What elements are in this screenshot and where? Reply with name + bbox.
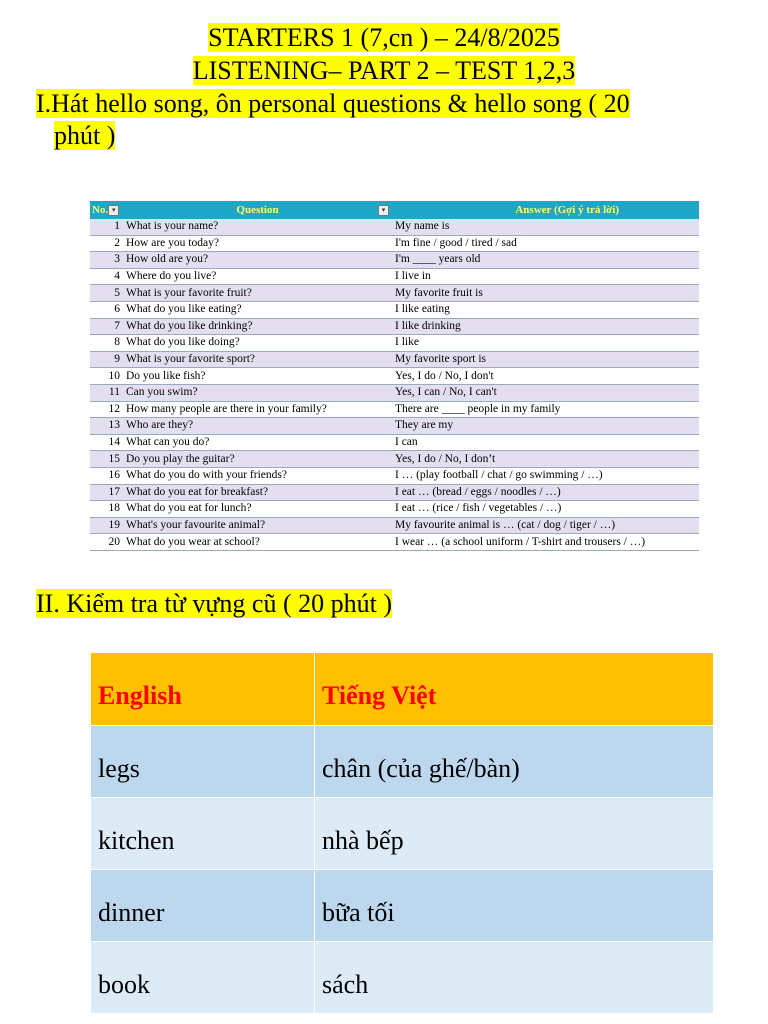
question-row: [90, 252, 699, 269]
question-text: What is your name?: [123, 219, 392, 235]
question-text: How are you today?: [123, 235, 392, 252]
section-2-heading-text: II. Kiểm tra từ vựng cũ ( 20 phút ): [36, 589, 392, 618]
question-text: Where do you live?: [123, 268, 392, 285]
question-text: Do you like fish?: [123, 368, 392, 385]
question-text: What do you like eating?: [123, 301, 392, 318]
question-number: 3: [90, 252, 123, 269]
question-row: [90, 517, 699, 534]
english-word: legs: [91, 726, 315, 798]
question-text: What do you eat for lunch?: [123, 501, 392, 518]
question-number: 4: [90, 268, 123, 285]
filter-dropdown-icon[interactable]: ▾: [108, 205, 119, 216]
header-no[interactable]: No. ▾: [90, 201, 123, 219]
header-answer[interactable]: Answer (Gợi ý trả lời): [392, 201, 699, 219]
english-word: dinner: [91, 870, 315, 942]
answer-hint: I like: [392, 335, 699, 352]
vietnamese-meaning: nhà bếp: [315, 798, 714, 870]
question-row: [90, 484, 699, 501]
question-row: [90, 335, 699, 352]
question-text: What is your favorite sport?: [123, 351, 392, 368]
question-text: What can you do?: [123, 434, 392, 451]
filter-dropdown-icon[interactable]: ▾: [378, 205, 389, 216]
question-row: [90, 418, 699, 435]
question-text: How old are you?: [123, 252, 392, 269]
question-number: 9: [90, 351, 123, 368]
vocab-table-header: [91, 653, 714, 726]
answer-hint: Yes, I do / No, I don't: [392, 368, 699, 385]
answer-hint: My name is: [392, 219, 699, 235]
answer-hint: I like drinking: [392, 318, 699, 335]
question-row: [90, 501, 699, 518]
document-title: [0, 22, 768, 54]
question-number: 12: [90, 401, 123, 418]
question-text: Who are they?: [123, 418, 392, 435]
question-row: [90, 268, 699, 285]
question-number: 19: [90, 517, 123, 534]
answer-hint: I'm ____ years old: [392, 252, 699, 269]
vocabulary-table: [90, 652, 714, 1014]
question-row: [90, 318, 699, 335]
question-number: 6: [90, 301, 123, 318]
answer-hint: I eat … (bread / eggs / noodles / …): [392, 484, 699, 501]
answer-hint: I can: [392, 434, 699, 451]
question-number: 5: [90, 285, 123, 302]
section-1-heading-line-1: I.Hát hello song, ôn personal questions & hello song ( 20: [36, 89, 630, 118]
answer-hint: My favorite fruit is: [392, 285, 699, 302]
english-word: kitchen: [91, 798, 315, 870]
answer-hint: There are ____ people in my family: [392, 401, 699, 418]
question-number: 16: [90, 467, 123, 484]
question-number: 14: [90, 434, 123, 451]
question-text: What's your favourite animal?: [123, 517, 392, 534]
answer-hint: I wear … (a school uniform / T-shirt and trousers / …): [392, 534, 699, 551]
vocab-row: [91, 798, 714, 870]
question-row: [90, 301, 699, 318]
vietnamese-meaning: bữa tối: [315, 870, 714, 942]
vocab-row: [91, 870, 714, 942]
question-text: Can you swim?: [123, 384, 392, 401]
question-row: [90, 368, 699, 385]
question-row: [90, 534, 699, 551]
question-number: 2: [90, 235, 123, 252]
vocab-row: [91, 726, 714, 798]
personal-questions-table: [90, 201, 699, 551]
question-text: What do you wear at school?: [123, 534, 392, 551]
vocab-row: [91, 942, 714, 1014]
question-number: 7: [90, 318, 123, 335]
english-word: book: [91, 942, 315, 1014]
question-row: [90, 467, 699, 484]
question-row: [90, 351, 699, 368]
question-number: 13: [90, 418, 123, 435]
question-row: [90, 219, 699, 235]
document-subtitle: [0, 55, 768, 87]
question-number: 15: [90, 451, 123, 468]
title-line-2: LISTENING– PART 2 – TEST 1,2,3: [192, 56, 576, 85]
question-number: 1: [90, 219, 123, 235]
vietnamese-meaning: sách: [315, 942, 714, 1014]
answer-hint: Yes, I can / No, I can't: [392, 384, 699, 401]
question-text: What do you eat for breakfast?: [123, 484, 392, 501]
question-number: 18: [90, 501, 123, 518]
answer-hint: My favorite sport is: [392, 351, 699, 368]
question-number: 10: [90, 368, 123, 385]
vietnamese-meaning: chân (của ghế/bàn): [315, 726, 714, 798]
question-number: 17: [90, 484, 123, 501]
answer-hint: I like eating: [392, 301, 699, 318]
section-2-heading: [36, 588, 392, 620]
question-table-header: [90, 201, 699, 219]
answer-hint: My favourite animal is … (cat / dog / tiger / …): [392, 517, 699, 534]
question-number: 8: [90, 335, 123, 352]
header-vietnamese: Tiếng Việt: [315, 653, 714, 726]
question-row: [90, 235, 699, 252]
question-text: Do you play the guitar?: [123, 451, 392, 468]
question-text: What is your favorite fruit?: [123, 285, 392, 302]
title-line-1: STARTERS 1 (7,cn ) – 24/8/2025: [208, 23, 560, 52]
section-1-heading-line-2: phút ): [54, 121, 116, 150]
question-row: [90, 384, 699, 401]
header-english: English: [91, 653, 315, 726]
answer-hint: I live in: [392, 268, 699, 285]
question-text: What do you like doing?: [123, 335, 392, 352]
header-question[interactable]: Question ▾: [123, 201, 392, 219]
question-number: 20: [90, 534, 123, 551]
question-number: 11: [90, 384, 123, 401]
answer-hint: I'm fine / good / tired / sad: [392, 235, 699, 252]
answer-hint: Yes, I do / No, I don’t: [392, 451, 699, 468]
answer-hint: I … (play football / chat / go swimming / …): [392, 467, 699, 484]
section-1-heading: [36, 88, 686, 152]
question-text: What do you do with your friends?: [123, 467, 392, 484]
question-row: [90, 401, 699, 418]
answer-hint: I eat … (rice / fish / vegetables / …): [392, 501, 699, 518]
question-text: How many people are there in your family?: [123, 401, 392, 418]
question-row: [90, 285, 699, 302]
question-text: What do you like drinking?: [123, 318, 392, 335]
answer-hint: They are my: [392, 418, 699, 435]
question-row: [90, 434, 699, 451]
question-row: [90, 451, 699, 468]
